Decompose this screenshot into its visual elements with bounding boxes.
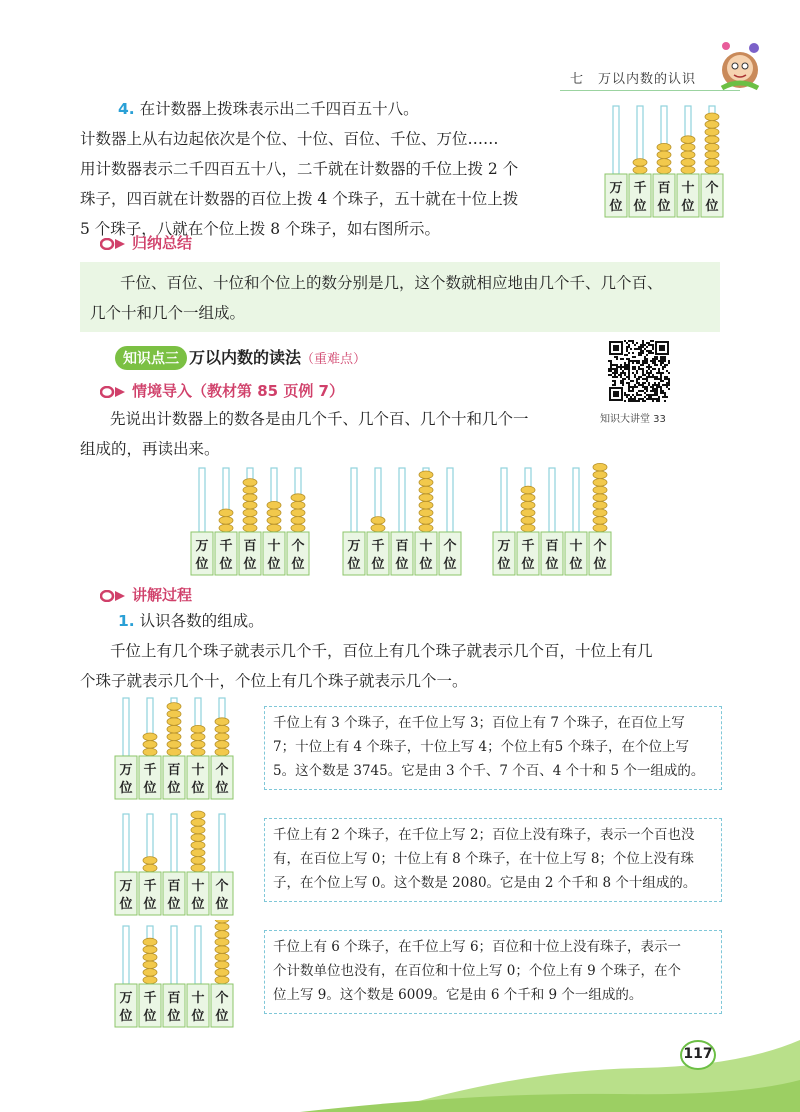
abacus-intro-1 (190, 462, 310, 576)
abacus-bead (593, 501, 607, 509)
abacus-bead (215, 969, 229, 977)
abacus-bead (593, 509, 607, 517)
abacus-bead (143, 864, 157, 872)
abacus-intro-3 (492, 462, 612, 576)
place-label: 万 (609, 181, 623, 196)
explanation-3-line-1: 千位上有 6 个珠子，在千位上写 6；百位和十位上没有珠子，表示一 (273, 939, 682, 955)
place-label: 位 (593, 557, 607, 572)
abacus-bead (215, 748, 229, 756)
abacus-bead (681, 166, 695, 174)
abacus-bead (191, 834, 205, 842)
place-label: 位 (219, 557, 233, 572)
abacus-bead (215, 920, 229, 923)
abacus-rod (501, 468, 507, 532)
abacus-bead (705, 151, 719, 159)
abacus-bead (521, 494, 535, 502)
abacus-bead (143, 857, 157, 865)
section4-line-3: 珠子，四百就在计数器的百位上拨 4 个珠子，五十就在十位上拨 (80, 190, 519, 208)
place-label: 十 (419, 539, 433, 554)
place-label: 十 (191, 763, 205, 778)
place-label: 百 (657, 181, 671, 196)
arrow-icon (100, 386, 126, 398)
place-label: 百 (167, 991, 181, 1006)
place-label: 百 (395, 539, 409, 554)
abacus-bead (593, 517, 607, 525)
place-label: 十 (267, 539, 281, 554)
abacus-bead (419, 479, 433, 487)
place-label: 个 (443, 539, 457, 554)
abacus-bead (143, 961, 157, 969)
abacus-bead (521, 509, 535, 517)
abacus-rod (613, 106, 619, 174)
abacus-bead (215, 923, 229, 931)
place-label: 位 (119, 897, 133, 912)
intro-heading-text: 情境导入（教材第 85 页例 7） (132, 382, 344, 400)
intro-heading (100, 380, 344, 401)
section4-line-2: 用计数器表示二千四百五十八，二千就在计数器的千位上拨 2 个 (80, 160, 519, 178)
process-body (80, 636, 730, 696)
place-label: 十 (569, 539, 583, 554)
place-label: 个 (215, 763, 229, 778)
abacus-bead (633, 159, 647, 167)
place-label: 位 (143, 781, 157, 796)
abacus-bead (243, 517, 257, 525)
abacus-bead (191, 857, 205, 865)
explanation-1-line-3: 5。这个数是 3745。它是由 3 个千、7 个百、4 个十和 5 个一组成的。 (273, 763, 705, 779)
abacus-bead (215, 718, 229, 726)
place-label: 千 (371, 539, 385, 554)
abacus-bead (593, 486, 607, 494)
abacus-bead (291, 509, 305, 517)
abacus-bead (681, 159, 695, 167)
abacus-bead (705, 113, 719, 121)
summary-text (90, 268, 720, 328)
abacus-bead (593, 471, 607, 479)
place-label: 万 (119, 879, 133, 894)
abacus-bead (291, 501, 305, 509)
abacus-bead (143, 748, 157, 756)
abacus-bead (167, 733, 181, 741)
abacus-example-2-svg (114, 808, 234, 916)
abacus-bead (593, 463, 607, 471)
summary-line-2: 几个十和几个一组成。 (90, 304, 246, 322)
abacus-bead (681, 143, 695, 151)
place-label: 位 (633, 199, 647, 214)
abacus-bead (291, 494, 305, 502)
knowledge-tag: 知识点三 (115, 346, 187, 370)
abacus-bead (143, 976, 157, 984)
place-label: 位 (167, 781, 181, 796)
abacus-bead (143, 741, 157, 749)
abacus-bead (191, 741, 205, 749)
intro-line-2: 组成的，再读出来。 (80, 440, 220, 458)
abacus-bead (419, 494, 433, 502)
abacus-bead (593, 524, 607, 532)
place-label: 百 (243, 539, 257, 554)
abacus-bead (191, 733, 205, 741)
abacus-bead (243, 486, 257, 494)
abacus-bead (167, 741, 181, 749)
place-label: 位 (119, 781, 133, 796)
place-label: 千 (143, 763, 157, 778)
abacus-bead (219, 517, 233, 525)
place-label: 万 (119, 991, 133, 1006)
abacus-bead (219, 509, 233, 517)
abacus-bead (291, 517, 305, 525)
abacus-bead (521, 524, 535, 532)
mascot-icon (712, 38, 768, 94)
section4-title-text: 在计数器上拨珠表示出二千四百五十八。 (139, 100, 419, 118)
qr-code-icon[interactable] (608, 340, 670, 402)
abacus-bead (215, 976, 229, 984)
place-label: 十 (191, 991, 205, 1006)
place-label: 位 (215, 1009, 229, 1024)
explanation-3-line-2: 个计数单位也没有，在百位和十位上写 0；个位上有 9 个珠子，在个 (273, 963, 682, 979)
abacus-bead (419, 509, 433, 517)
abacus-rod (171, 814, 177, 872)
abacus-bead (267, 501, 281, 509)
abacus-bead (143, 969, 157, 977)
place-label: 位 (143, 897, 157, 912)
place-label: 万 (347, 539, 361, 554)
place-label: 位 (609, 199, 623, 214)
abacus-example-2 (114, 808, 234, 916)
abacus-rod (219, 814, 225, 872)
abacus-bead (371, 524, 385, 532)
place-label: 千 (143, 879, 157, 894)
summary-line-1: 千位、百位、十位和个位上的数分别是几，这个数就相应地由几个千、几个百、 (120, 274, 663, 292)
abacus-bead (267, 524, 281, 532)
place-label: 位 (195, 557, 209, 572)
place-label: 位 (657, 199, 671, 214)
abacus-bead (657, 151, 671, 159)
place-label: 个 (215, 991, 229, 1006)
process-heading (100, 584, 192, 605)
intro-body (80, 404, 590, 464)
abacus-rod (195, 926, 201, 984)
process-line-2: 个珠子就表示几个十，个位上有几个珠子就表示几个一。 (80, 672, 468, 690)
knowledge-point (115, 345, 366, 370)
section4-num: 4. (118, 100, 135, 118)
abacus-intro-2 (342, 462, 462, 576)
abacus-bead (243, 494, 257, 502)
abacus-bead (419, 524, 433, 532)
section4-body (80, 124, 590, 244)
place-label: 千 (521, 539, 535, 554)
abacus-intro-2-svg (342, 462, 462, 576)
abacus-bead (633, 166, 647, 174)
abacus-rod (573, 468, 579, 532)
abacus-rod (123, 814, 129, 872)
place-label: 位 (395, 557, 409, 572)
place-label: 千 (633, 181, 647, 196)
abacus-bead (167, 725, 181, 733)
place-label: 个 (705, 181, 719, 196)
abacus-rod (399, 468, 405, 532)
abacus-rod (199, 468, 205, 532)
place-label: 位 (167, 897, 181, 912)
abacus-bead (705, 166, 719, 174)
place-label: 位 (191, 1009, 205, 1024)
process-num: 1. (118, 612, 135, 630)
abacus-bead (215, 946, 229, 954)
abacus-bead (705, 128, 719, 136)
explanation-2-line-3: 子，在个位上写 0。这个数是 2080。它是由 2 个千和 8 个十组成的。 (273, 875, 697, 891)
explanation-1-line-2: 7；十位上有 4 个珠子，十位上写 4；个位上有5 个珠子，在个位上写 (273, 739, 690, 755)
place-label: 位 (191, 897, 205, 912)
abacus-bead (593, 494, 607, 502)
place-label: 万 (119, 763, 133, 778)
place-label: 万 (497, 539, 511, 554)
abacus-bead (191, 725, 205, 733)
abacus-bead (191, 819, 205, 827)
abacus-top-right-svg (604, 100, 724, 218)
place-label: 位 (443, 557, 457, 572)
abacus-bead (267, 509, 281, 517)
abacus-bead (191, 849, 205, 857)
abacus-bead (167, 718, 181, 726)
explanation-2-line-1: 千位上有 2 个珠子，在千位上写 2；百位上没有珠子，表示一个百也没 (273, 827, 695, 843)
place-label: 百 (167, 879, 181, 894)
abacus-bead (191, 826, 205, 834)
abacus-bead (215, 961, 229, 969)
abacus-bead (705, 136, 719, 144)
place-label: 位 (143, 1009, 157, 1024)
arrow-icon (100, 238, 126, 250)
section4-line-4: 5 个珠子，八就在个位上拨 8 个珠子，如右图所示。 (80, 220, 441, 238)
abacus-bead (521, 517, 535, 525)
abacus-bead (215, 741, 229, 749)
qr-label: 知识大讲堂 33 (600, 414, 666, 425)
abacus-bead (191, 811, 205, 819)
abacus-bead (419, 517, 433, 525)
abacus-bead (521, 501, 535, 509)
explanation-1-line-1: 千位上有 3 个珠子，在千位上写 3；百位上有 7 个珠子，在百位上写 (273, 715, 685, 731)
abacus-bead (705, 121, 719, 129)
process-title-text: 认识各数的组成。 (139, 612, 264, 630)
abacus-rod (351, 468, 357, 532)
abacus-bead (291, 524, 305, 532)
knowledge-tip: （重难点） (301, 352, 367, 367)
place-label: 位 (215, 781, 229, 796)
place-label: 位 (545, 557, 559, 572)
abacus-bead (657, 166, 671, 174)
process-title (118, 606, 264, 636)
place-label: 位 (419, 557, 433, 572)
abacus-bead (215, 733, 229, 741)
place-label: 千 (143, 991, 157, 1006)
page-number: 117 (683, 1046, 713, 1062)
place-label: 位 (119, 1009, 133, 1024)
abacus-bead (143, 953, 157, 961)
place-label: 百 (167, 763, 181, 778)
explanation-2-line-2: 有，在百位上写 0；十位上有 8 个珠子，在十位上写 8；个位上没有珠 (273, 851, 694, 867)
abacus-bead (521, 486, 535, 494)
chapter-title: 七 万以内数的认识 (570, 72, 697, 87)
place-label: 位 (569, 557, 583, 572)
abacus-bead (243, 524, 257, 532)
place-label: 位 (497, 557, 511, 572)
place-label: 位 (243, 557, 257, 572)
place-label: 位 (191, 781, 205, 796)
abacus-example-1-svg (114, 692, 234, 800)
abacus-bead (705, 159, 719, 167)
abacus-bead (167, 748, 181, 756)
place-label: 位 (267, 557, 281, 572)
explanation-3-line-3: 位上写 9。这个数是 6009。它是由 6 个千和 9 个一组成的。 (273, 987, 643, 1003)
section4-line-1: 计数器上从右边起依次是个位、十位、百位、千位、万位…… (80, 130, 499, 148)
abacus-bead (371, 517, 385, 525)
place-label: 位 (215, 897, 229, 912)
abacus-rod (549, 468, 555, 532)
abacus-bead (143, 946, 157, 954)
place-label: 位 (681, 199, 695, 214)
place-label: 位 (167, 1009, 181, 1024)
abacus-bead (215, 931, 229, 939)
abacus-bead (191, 864, 205, 872)
explanation-box-1 (264, 706, 722, 790)
place-label: 位 (705, 199, 719, 214)
abacus-bead (267, 517, 281, 525)
abacus-bead (167, 710, 181, 718)
abacus-bead (243, 509, 257, 517)
abacus-rod (123, 926, 129, 984)
place-label: 位 (371, 557, 385, 572)
abacus-bead (143, 733, 157, 741)
abacus-bead (215, 725, 229, 733)
abacus-top-right (604, 100, 724, 218)
abacus-intro-3-svg (492, 462, 612, 576)
place-label: 千 (219, 539, 233, 554)
place-label: 百 (545, 539, 559, 554)
explanation-box-2 (264, 818, 722, 902)
abacus-bead (143, 938, 157, 946)
place-label: 个 (593, 539, 607, 554)
summary-heading (100, 232, 192, 253)
abacus-bead (419, 486, 433, 494)
abacus-bead (191, 841, 205, 849)
abacus-bead (593, 479, 607, 487)
abacus-bead (219, 524, 233, 532)
abacus-bead (191, 748, 205, 756)
abacus-bead (681, 136, 695, 144)
intro-line-1: 先说出计数器上的数各是由几个千、几个百、几个十和几个一 (110, 410, 529, 428)
place-label: 个 (291, 539, 305, 554)
abacus-rod (123, 698, 129, 756)
knowledge-title: 万以内数的读法 (189, 348, 302, 367)
place-label: 十 (681, 181, 695, 196)
abacus-rod (447, 468, 453, 532)
abacus-bead (681, 151, 695, 159)
section4-title (118, 94, 419, 124)
abacus-bead (243, 479, 257, 487)
place-label: 十 (191, 879, 205, 894)
place-label: 位 (347, 557, 361, 572)
explanation-box-3 (264, 930, 722, 1014)
process-line-1: 千位上有几个珠子就表示几个千，百位上有几个珠子就表示几个百，十位上有几 (110, 642, 653, 660)
arrow-icon (100, 590, 126, 602)
abacus-rod (171, 926, 177, 984)
place-label: 万 (195, 539, 209, 554)
abacus-bead (419, 471, 433, 479)
abacus-bead (215, 953, 229, 961)
place-label: 位 (291, 557, 305, 572)
abacus-bead (419, 501, 433, 509)
place-label: 位 (521, 557, 535, 572)
abacus-bead (243, 501, 257, 509)
abacus-bead (657, 143, 671, 151)
abacus-bead (215, 938, 229, 946)
place-label: 个 (215, 879, 229, 894)
abacus-bead (657, 159, 671, 167)
abacus-bead (705, 143, 719, 151)
abacus-bead (167, 703, 181, 711)
summary-heading-text: 归纳总结 (132, 234, 193, 252)
abacus-example-1 (114, 692, 234, 800)
process-heading-text: 讲解过程 (132, 586, 193, 604)
abacus-intro-1-svg (190, 462, 310, 576)
